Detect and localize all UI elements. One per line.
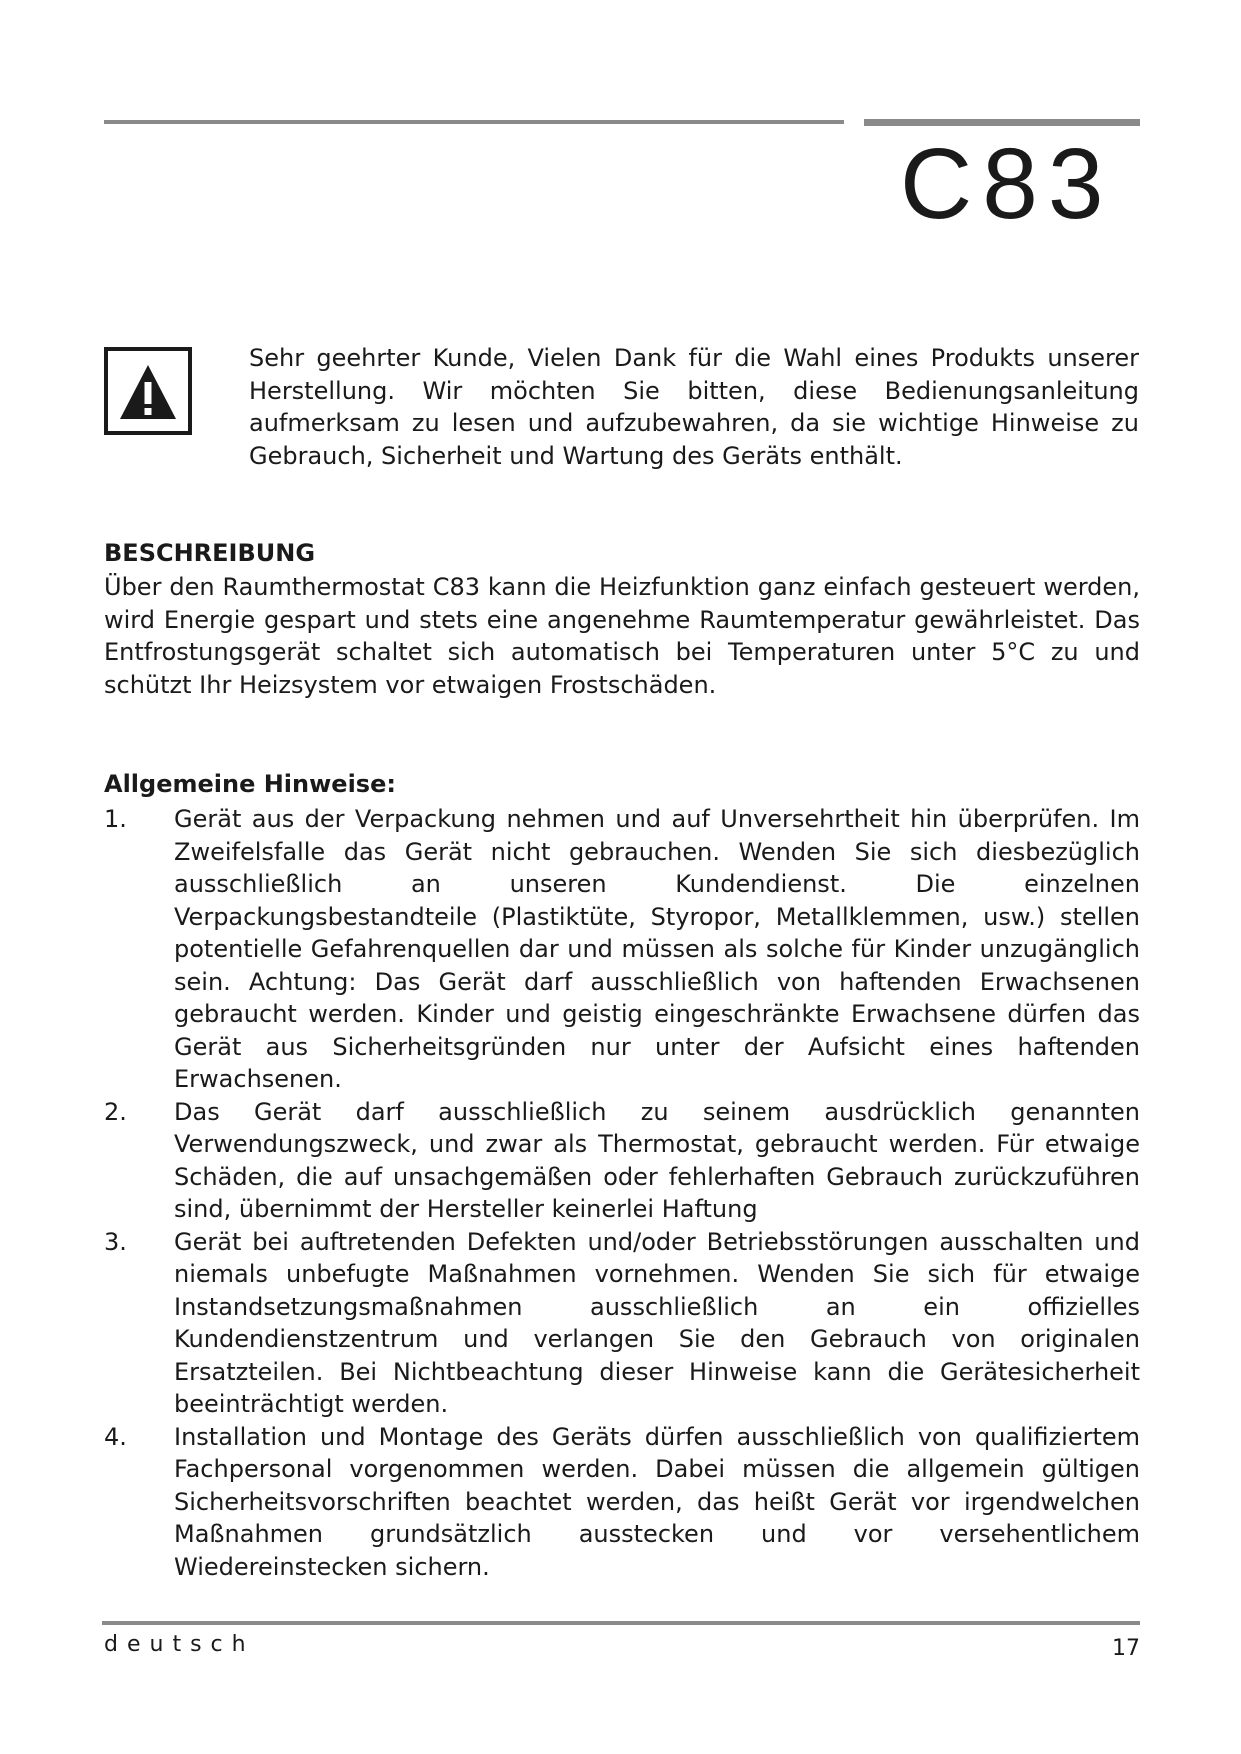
notes-list: [104, 803, 1140, 1583]
intro-text: Sehr geehrter Kunde, Vielen Dank für die Wahl eines Produkts unserer Herstellung. Wir möchten Sie bitten, diese Bedienungsanleitung aufmerksam zu lesen und aufzubewahren, da sie wichtige Hinweise zu Gebrauch, Sicherheit und Wartung des Geräts enthält.: [249, 344, 1139, 470]
list-item: [104, 803, 1140, 1096]
list-item: [104, 1096, 1140, 1226]
list-item-text: Gerät aus der Verpackung nehmen und auf Unversehrtheit hin überprüfen. Im Zweifelsfalle das Gerät nicht gebrauchen. Wenden Sie sich diesbezüglich ausschließlich an unseren Kundendienst. Die einzelnen Verpackungsbestandteile (Plastiktüte, Styropor, Metallklemmen, usw.) stellen potentielle Gefahrenquellen dar und müssen als solche für Kinder unzugänglich sein. Achtung: Das Gerät darf ausschließlich von haftenden Erwachsenen gebraucht werden. Kinder und geistig eingeschränkte Erwachsene dürfen das Gerät aus Sicherheitsgründen nur unter der Aufsicht eines haftenden Erwachsenen.: [174, 805, 1140, 1093]
list-item-number: 4.: [104, 1422, 127, 1451]
list-item: [104, 1421, 1140, 1584]
footer-rule: [102, 1621, 1140, 1625]
list-item: [104, 1226, 1140, 1421]
notes-heading: Allgemeine Hinweise:: [104, 770, 396, 798]
list-item-number: 3.: [104, 1227, 127, 1256]
description-heading: BESCHREIBUNG: [104, 539, 316, 567]
footer-language: deutsch: [104, 1632, 255, 1657]
page-number: 17: [1112, 1636, 1140, 1661]
list-item-text: Das Gerät darf ausschließlich zu seinem ausdrücklich genannten Verwendungszweck, und zwar als Thermostat, gebraucht werden. Für etwaige Schäden, die auf unsachgemäßen oder fehlerhaften Gebrauch zurückzuführen sind, übernimmt der Hersteller keinerlei Haftung: [174, 1097, 1140, 1223]
warning-icon: [104, 347, 192, 435]
header-rule-left: [104, 120, 844, 124]
list-item-number: 2.: [104, 1097, 127, 1126]
model-title: C83: [900, 128, 1114, 240]
list-item-text: Installation und Montage des Geräts dürfen ausschließlich von qualifiziertem Fachpersonal vorgenommen werden. Dabei müssen die allgemein gültigen Sicherheitsvorschriften beachtet werden, das heißt Gerät vor irgendwelchen Maßnahmen grundsätzlich ausstecken und vor versehentlichem Wiedereinstecken sichern.: [174, 1422, 1140, 1581]
description-text: Über den Raumthermostat C83 kann die Heizfunktion ganz einfach gesteuert werden, wird Energie gespart und stets eine angenehme Raumtemperatur gewährleistet. Das Entfrostungsgerät schaltet sich automatisch bei Temperaturen unter 5°C zu und schützt Ihr Heizsystem vor etwaigen Frostschäden.: [104, 573, 1140, 699]
list-item-text: Gerät bei auftretenden Defekten und/oder Betriebsstörungen ausschalten und niemals unbefugte Maßnahmen vornehmen. Wenden Sie sich für etwaige Instandsetzungsmaßnahmen ausschließlich an ein offizielles Kundendienstzentrum und verlangen Sie den Gebrauch von originalen Ersatzteilen. Bei Nichtbeachtung dieser Hinweise kann die Gerätesicherheit beeinträchtigt werden.: [174, 1227, 1140, 1418]
list-item-number: 1.: [104, 805, 127, 833]
